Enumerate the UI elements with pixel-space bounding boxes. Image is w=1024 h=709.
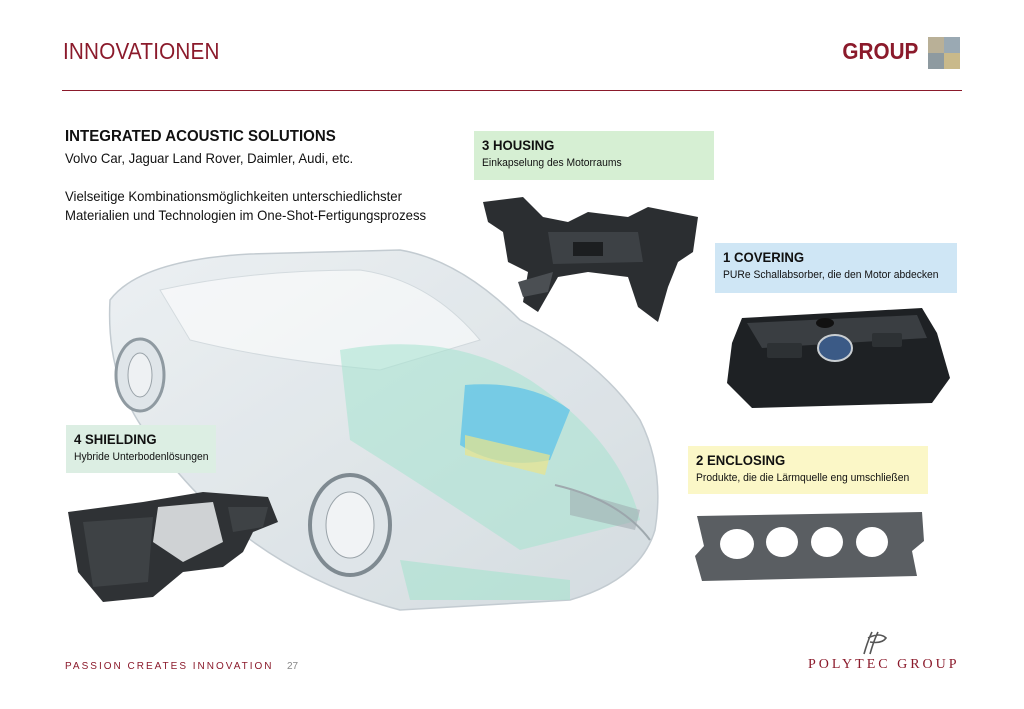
group-logo-icon: [928, 37, 960, 69]
header-divider: [62, 90, 962, 91]
covering-label: [715, 243, 957, 293]
housing-part-image: [478, 192, 708, 327]
shielding-label: [66, 425, 216, 473]
footer-brand: POLYTEC GROUP: [808, 657, 960, 672]
page-title: INNOVATIONEN: [63, 38, 220, 64]
footer-slogan: PASSION CREATES INNOVATION: [65, 661, 274, 672]
group-label: GROUP: [842, 38, 918, 64]
enclosing-part-image: [692, 506, 927, 584]
covering-part-image: [722, 303, 952, 413]
housing-title: 3 HOUSING: [482, 137, 555, 153]
enclosing-title: 2 ENCLOSING: [696, 452, 786, 468]
shielding-part-image: [63, 482, 283, 607]
housing-desc: Einkapselung des Motorraums: [482, 157, 622, 169]
intro-block: [65, 128, 485, 225]
polytec-emblem-icon: [858, 630, 890, 656]
page-number: 27: [287, 661, 299, 672]
intro-line-1: Vielseitige Kombinationsmöglichkeiten unterschiedlichster: [65, 188, 402, 204]
intro-line-2: Materialien und Technologien im One-Shot-Fertigungsprozess: [65, 207, 427, 223]
covering-desc: PURe Schallabsorber, die den Motor abdecken: [723, 269, 939, 281]
enclosing-label: [688, 446, 928, 494]
shielding-title: 4 SHIELDING: [74, 431, 157, 447]
housing-label: [474, 131, 714, 180]
intro-customers: Volvo Car, Jaguar Land Rover, Daimler, Audi, etc.: [65, 150, 354, 166]
intro-heading: INTEGRATED ACOUSTIC SOLUTIONS: [65, 128, 336, 145]
shielding-desc: Hybride Unterbodenlösungen: [74, 451, 209, 463]
enclosing-desc: Produkte, die die Lärmquelle eng umschließen: [696, 472, 910, 484]
covering-title: 1 COVERING: [723, 249, 805, 265]
